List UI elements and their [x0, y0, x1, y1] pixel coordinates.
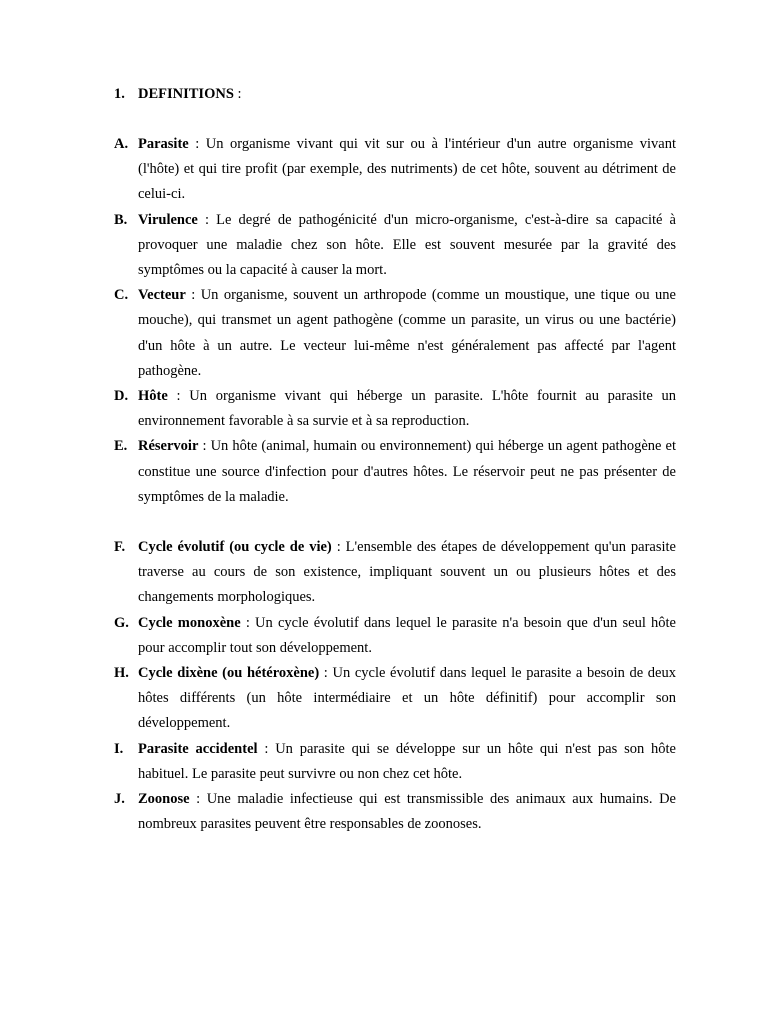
definition-cycle-evolutif: [114, 535, 676, 611]
definition-term: Hôte: [138, 388, 168, 405]
definition-text: : Un cycle évolutif dans lequel le parasite a besoin de deux hôtes différents (un hôte intermédiaire et un hôte définitif) pour accomplir son développement.: [138, 665, 676, 732]
definition-zoonose: [114, 787, 676, 837]
definition-letter: J.: [114, 791, 125, 808]
section-title: DEFINITIONS: [138, 86, 234, 102]
definition-vecteur: [114, 283, 676, 384]
definition-virulence: [114, 208, 676, 284]
definition-term: Cycle évolutif (ou cycle de vie): [138, 539, 332, 555]
definition-term: Parasite accidentel: [138, 740, 258, 757]
definition-text: : Un organisme vivant qui vit sur ou à l'intérieur d'un autre organisme vivant (l'hôte) et qui tire profit (par exemple, des nutriments) de cet hôte, souvent au détriment de celui-ci.: [138, 136, 676, 203]
definition-letter: D.: [114, 388, 129, 405]
definition-term: Zoonose: [138, 791, 190, 808]
definition-text: : Un parasite qui se développe sur un hôte qui n'est pas son hôte habituel. Le parasite peut survivre ou non chez cet hôte.: [138, 740, 676, 782]
definition-term: Cycle dixène (ou hétéroxène): [138, 665, 320, 682]
definition-cycle-monoxene: [114, 611, 676, 661]
definition-parasite-accidentel: [114, 737, 676, 787]
definition-letter: F.: [114, 539, 126, 555]
definition-letter: B.: [114, 211, 128, 228]
definition-term: Cycle monoxène: [138, 614, 241, 631]
definition-letter: C.: [114, 287, 129, 304]
definition-text: : Un organisme, souvent un arthropode (comme un moustique, une tique ou une mouche), qui transmet un agent pathogène (comme un parasite, un virus ou une bactérie) d'un hôte à un autre. Le vecteur lui-même n'est généralement pas affecté par l'agent pathogène.: [138, 287, 676, 379]
definition-text: : Un cycle évolutif dans lequel le parasite n'a besoin que d'un seul hôte pour accomplir tout son développement.: [138, 614, 676, 656]
definition-parasite: [114, 132, 676, 208]
definition-letter: A.: [114, 136, 129, 152]
definition-letter: I.: [114, 740, 124, 757]
definition-term: Réservoir: [138, 438, 199, 455]
section-number: 1.: [114, 86, 125, 102]
definition-letter: G.: [114, 614, 129, 631]
definition-text: : Un hôte (animal, humain ou environnement) qui héberge un agent pathogène et constitue une source d'infection pour d'autres hôtes. Le réservoir peut ne pas présenter de symptômes de la maladie.: [138, 438, 676, 505]
definition-text: : Le degré de pathogénicité d'un micro-organisme, c'est-à-dire sa capacité à provoquer une maladie chez son hôte. Elle est souvent mesurée par la gravité des symptômes ou la capacité à causer la mort.: [138, 211, 676, 279]
definition-text: : Un organisme vivant qui héberge un parasite. L'hôte fournit au parasite un environnement favorable à sa survie et à sa reproduction.: [138, 388, 676, 430]
definition-letter: E.: [114, 438, 128, 455]
definition-reservoir: [114, 434, 676, 510]
definitions-list-2: [114, 535, 676, 837]
definition-term: Vecteur: [138, 287, 186, 304]
section-title-suffix: :: [233, 86, 242, 102]
definition-term: Virulence: [138, 211, 198, 228]
definition-hote: [114, 384, 676, 434]
definitions-list-1: [114, 132, 676, 510]
definition-text: : Une maladie infectieuse qui est transmissible des animaux aux humains. De nombreux parasites peuvent être responsables de zoonoses.: [138, 791, 676, 833]
section-heading: [114, 84, 242, 104]
definition-text: : L'ensemble des étapes de développement qu'un parasite traverse au cours de son existence, impliquant souvent un ou plusieurs hôtes et des changements morphologiques.: [138, 539, 676, 606]
definition-cycle-dixene: [114, 661, 676, 737]
definition-letter: H.: [114, 665, 129, 682]
definition-term: Parasite: [138, 136, 189, 152]
